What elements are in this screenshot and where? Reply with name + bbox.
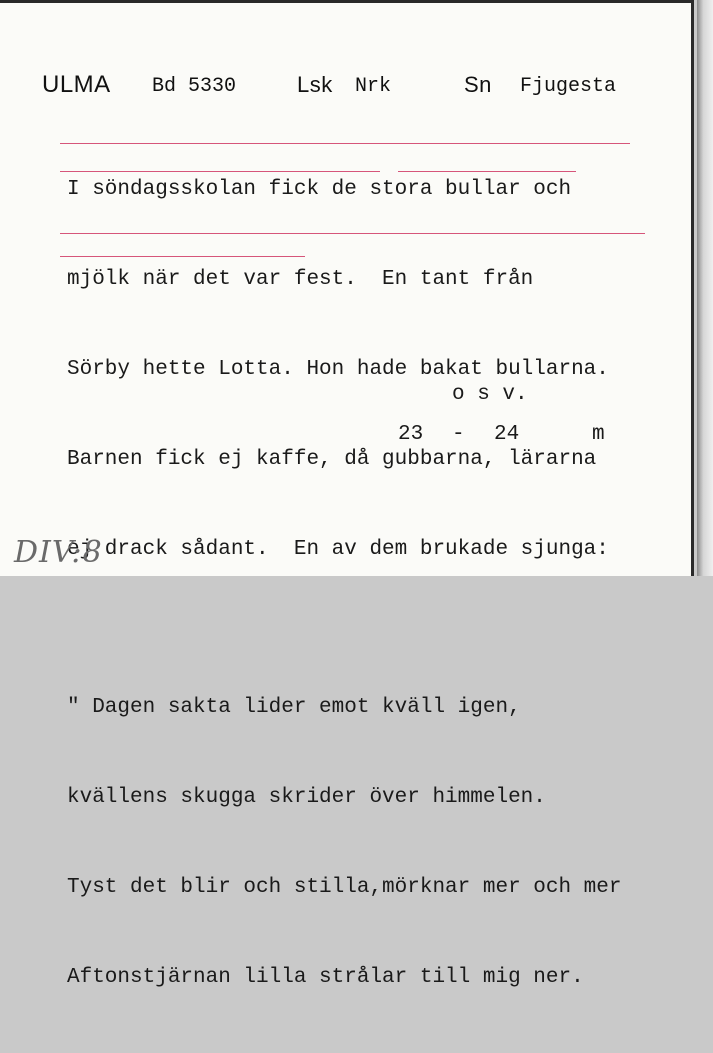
lsk-label: Lsk <box>297 72 333 97</box>
scan-edge <box>697 0 713 576</box>
song-line: " Dagen sakta lider emot kväll igen, <box>67 696 521 719</box>
card-body <box>67 115 622 1053</box>
narrative-line: mjölk när det var fest. En tant från <box>67 268 534 291</box>
range-from: 23 <box>398 423 424 446</box>
narrative-line: ej drack sådant. En av dem brukade sjunga: <box>67 538 609 561</box>
unit: m <box>592 423 605 446</box>
lsk-value: Nrk <box>355 75 392 98</box>
narrative-line: I söndagsskolan fick de stora bullar och <box>67 178 572 201</box>
narrative-line: Barnen fick ej kaffe, då gubbarna, lärarna <box>67 448 597 471</box>
sn-value: Fjugesta <box>520 75 617 98</box>
record-number: Bd 5330 <box>152 75 237 98</box>
narrative-line: Sörby hette Lotta. Hon hade bakat bullarna. <box>67 358 609 381</box>
range-to: 24 <box>494 423 520 446</box>
osv-note: o s v. <box>452 383 528 406</box>
sn-label: Sn <box>464 72 492 97</box>
song-line: kvällens skugga skrider över himmelen. <box>67 786 546 809</box>
range-dash: - <box>452 423 465 446</box>
song-line: Tyst det blir och stilla,mörknar mer och mer <box>67 876 622 899</box>
song-line: Aftonstjärnan lilla strålar till mig ner. <box>67 966 584 989</box>
card-header <box>0 71 694 101</box>
archive-code: ULMA <box>42 71 111 98</box>
handwritten-code: DIV:8 <box>14 535 103 570</box>
